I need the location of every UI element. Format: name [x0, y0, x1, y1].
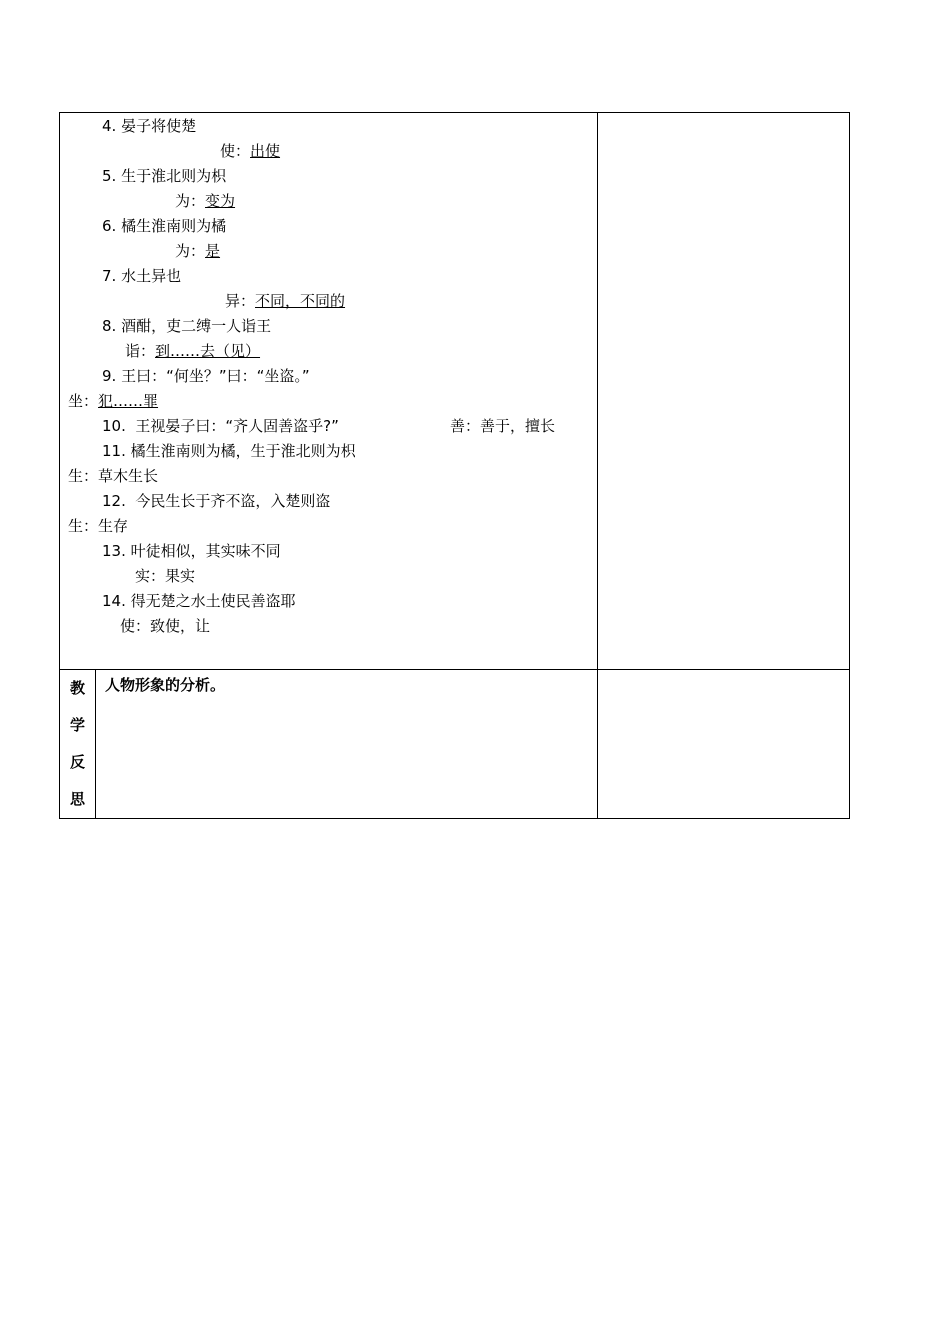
vocab-item-14: 14. 得无楚之水土使民善盗耶 — [102, 592, 296, 610]
vocab-item-12: 12. 今民生长于齐不盗，入楚则盗 — [102, 492, 331, 510]
reflection-label — [60, 670, 96, 819]
vocab-gloss-11: 生：草木生长 — [68, 467, 159, 485]
reflection-content-cell — [96, 670, 598, 819]
vocab-gloss-10: 善：善于，擅长 — [450, 417, 556, 435]
vocab-item-8: 8. 酒酣，吏二缚一人诣王 — [102, 317, 272, 335]
reflection-label-char: 思 — [69, 790, 85, 808]
reflection-text: 人物形象的分析。 — [105, 676, 226, 694]
notes-cell-top — [598, 113, 850, 670]
vocab-gloss-12: 生：生存 — [68, 517, 129, 535]
vocab-gloss-6: 为：是 — [175, 242, 221, 260]
vocab-gloss-8: 诣：到……去（见） — [125, 342, 261, 360]
vocab-cell — [60, 113, 598, 670]
vocab-item-6: 6. 橘生淮南则为橘 — [102, 217, 227, 235]
vocab-item-5: 5. 生于淮北则为枳 — [102, 167, 227, 185]
reflection-label-char: 反 — [69, 753, 85, 771]
reflection-label-char: 学 — [69, 716, 85, 734]
lesson-table — [59, 112, 850, 819]
vocab-gloss-9: 坐：犯……罪 — [68, 392, 159, 410]
vocab-item-11: 11. 橘生淮南则为橘，生于淮北则为枳 — [102, 442, 356, 460]
vocab-row — [60, 113, 850, 670]
vocab-item-10: 10. 王视晏子曰：“齐人固善盗乎?” — [102, 417, 339, 435]
vocab-gloss-5: 为：变为 — [175, 192, 236, 210]
reflection-row — [60, 670, 850, 819]
vocab-gloss-4: 使：出使 — [220, 142, 281, 160]
vocab-item-4: 4. 晏子将使楚 — [102, 117, 197, 135]
vocab-gloss-7: 异：不同，不同的 — [225, 292, 346, 310]
reflection-label-char: 教 — [69, 679, 85, 697]
vocab-gloss-14: 使：致使，让 — [120, 617, 211, 635]
vocab-item-7: 7. 水土异也 — [102, 267, 182, 285]
vocab-item-9: 9. 王曰：“何坐？”曰：“坐盗。” — [102, 367, 310, 385]
notes-cell-bottom — [598, 670, 850, 819]
vocab-gloss-13: 实：果实 — [135, 567, 196, 585]
vocab-item-13: 13. 叶徒相似，其实味不同 — [102, 542, 281, 560]
